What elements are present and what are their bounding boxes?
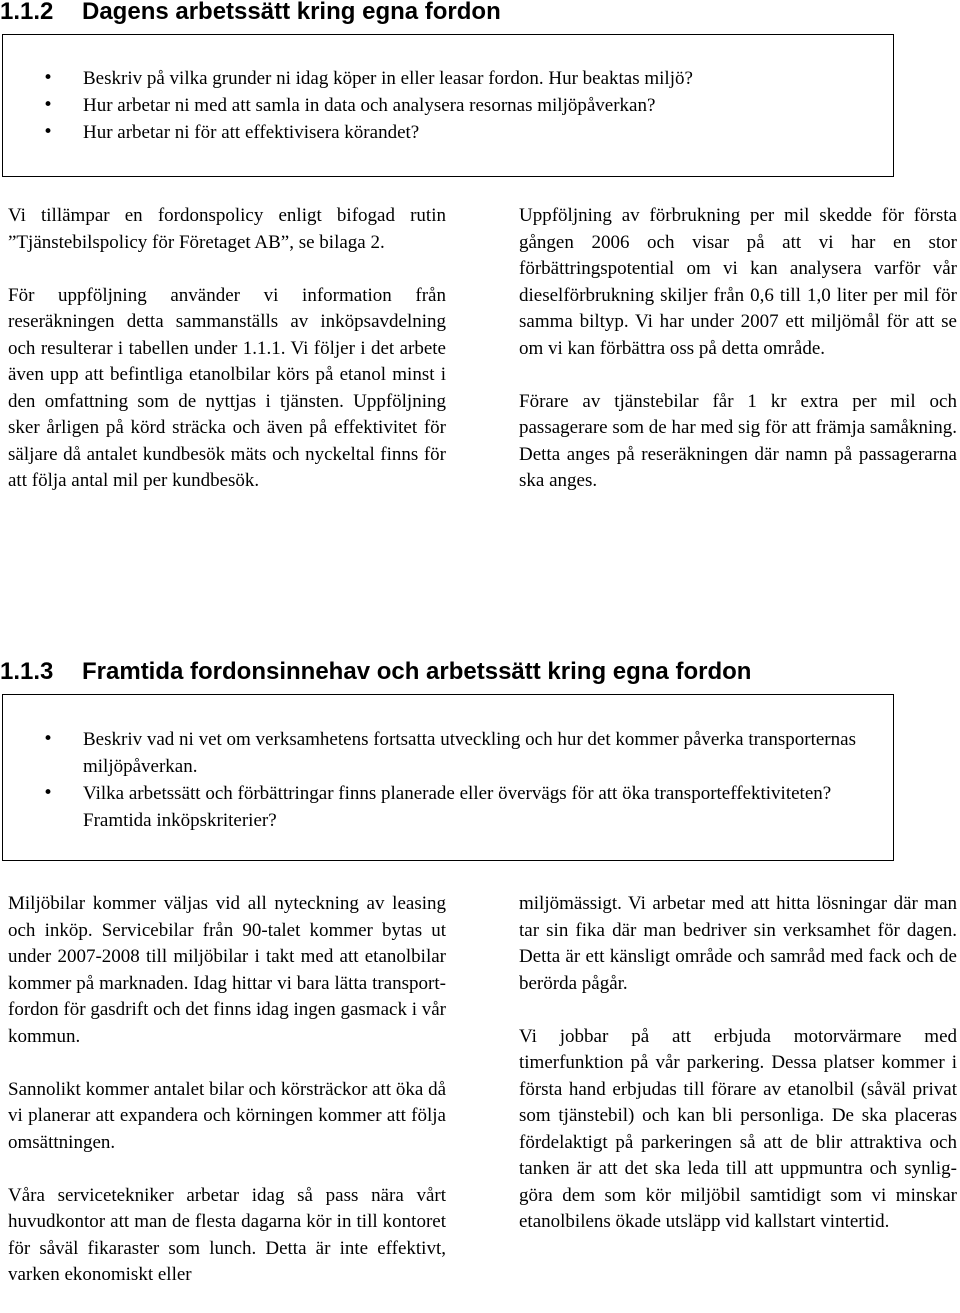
answer-paragraph: Förare av tjänstebilar får 1 kr extra per mil och passagerare som de har med sig för att främja samåkning. Detta anges på reseräkningen där namn på passagerarna ska anges. [519,390,957,491]
section-heading-1-1-3 [0,658,751,686]
question-box-1-1-2 [2,34,894,177]
answer-paragraph: Vi tillämpar en fordonspolicy enligt bifogad rutin ”Tjänstebilspolicy för Företaget AB”, se bilaga 2. [8,205,446,253]
question-list [3,726,893,834]
answer-column-right-1-1-3 [519,891,957,1236]
question-item: • Hur arbetar ni för att effektivisera körandet? [3,119,893,146]
answer-paragraph: Uppföljning av förbrukning per mil skedde för första gången 2006 och visar på att vi har en stor förbättringspotential om vi kan analysera varför vår dieselförbrukning skiljer från 0,6 till 1,0 liter per mil för samma biltyp. Vi har under 2007 ett miljömål för att se om vi kan förbättra oss på detta område. [519,205,957,359]
section-title: Dagens arbetssätt kring egna fordon [82,0,501,25]
answer-paragraph: För uppföljning använder vi information från reseräkningen detta sammanställs av inköpsavdelning och resulterar i tabellen under 1.1.1. Vi följer i det arbete även upp att befintliga etanolbilar körs på etanol minst i den omfattning som de nyttjas i tjänsten. Uppföljning sker årligen på körd sträcka och även på effektivitet för säljare då antalet kundbesök mäts och nyckeltal finns för att följa antal mil per kundbesök. [8,284,446,491]
answer-paragraph: Vi jobbar på att erbjuda motorvärmare med timerfunktion på vår parkering. Dessa platser kommer i första hand erbjudas till förare av etanolbil (såväl privat som tjänstebil) och kan bli personliga. De ska placeras fördelaktigt på parkeringen så att de blir attraktiva och tanken är att det ska leda till att uppmuntra och synliggöra dem som kör miljöbil samtidigt som vi minskar etanolbilens ökade utsläpp vid kallstart vintertid. [519,1025,957,1232]
answer-column-right-1-1-2 [519,203,957,495]
section-heading-1-1-2 [0,0,501,26]
answer-paragraph: Sannolikt kommer antalet bilar och körsträckor att öka då vi planerar att expandera och körningen kommer att följa omsättningen. [8,1078,446,1153]
question-item: • Vilka arbetssätt och förbättringar finns planerade eller övervägs för att öka transporteffektiviteten? Framtida inköpskriterier? [3,780,893,834]
question-item: • Beskriv vad ni vet om verksamhetens fortsatta utveckling och hur det kommer påverka transporternas miljöpåverkan. [3,726,893,780]
answer-paragraph: Miljöbilar kommer väljas vid all nyteckning av leasing och inköp. Servicebilar från 90-talet kommer bytas ut under 2007-2008 till miljöbilar i takt med att etanolbilar kommer på marknaden. Idag hittar vi bara lätta transportfordon för gasdrift och det finns idag ingen gasmack i vår kommun. [8,893,446,1047]
answer-column-left-1-1-2 [8,203,446,495]
answer-paragraph: Våra servicetekniker arbetar idag så pass nära vårt huvudkontor att man de flesta dagarna kör in till kontoret för såväl fikaraster som lunch. Detta är inte effektivt, varken ekonomiskt eller [8,1184,446,1285]
question-item: • Hur arbetar ni med att samla in data och analysera resornas miljöpåverkan? [3,92,893,119]
answer-paragraph: miljömässigt. Vi arbetar med att hitta lösningar där man tar sin fika där man bedriver sin verksamhet för dagen. Detta är ett känsligt område och samråd med fack och de berörda pågår. [519,893,957,994]
question-list [3,65,893,146]
section-number: 1.1.2 [0,0,54,25]
question-box-1-1-3 [2,694,894,861]
section-title: Framtida fordonsinnehav och arbetssätt kring egna fordon [82,658,752,685]
question-item: • Beskriv på vilka grunder ni idag köper in eller leasar fordon. Hur beaktas miljö? [3,65,893,92]
section-number: 1.1.3 [0,658,54,685]
answer-column-left-1-1-3 [8,891,446,1289]
